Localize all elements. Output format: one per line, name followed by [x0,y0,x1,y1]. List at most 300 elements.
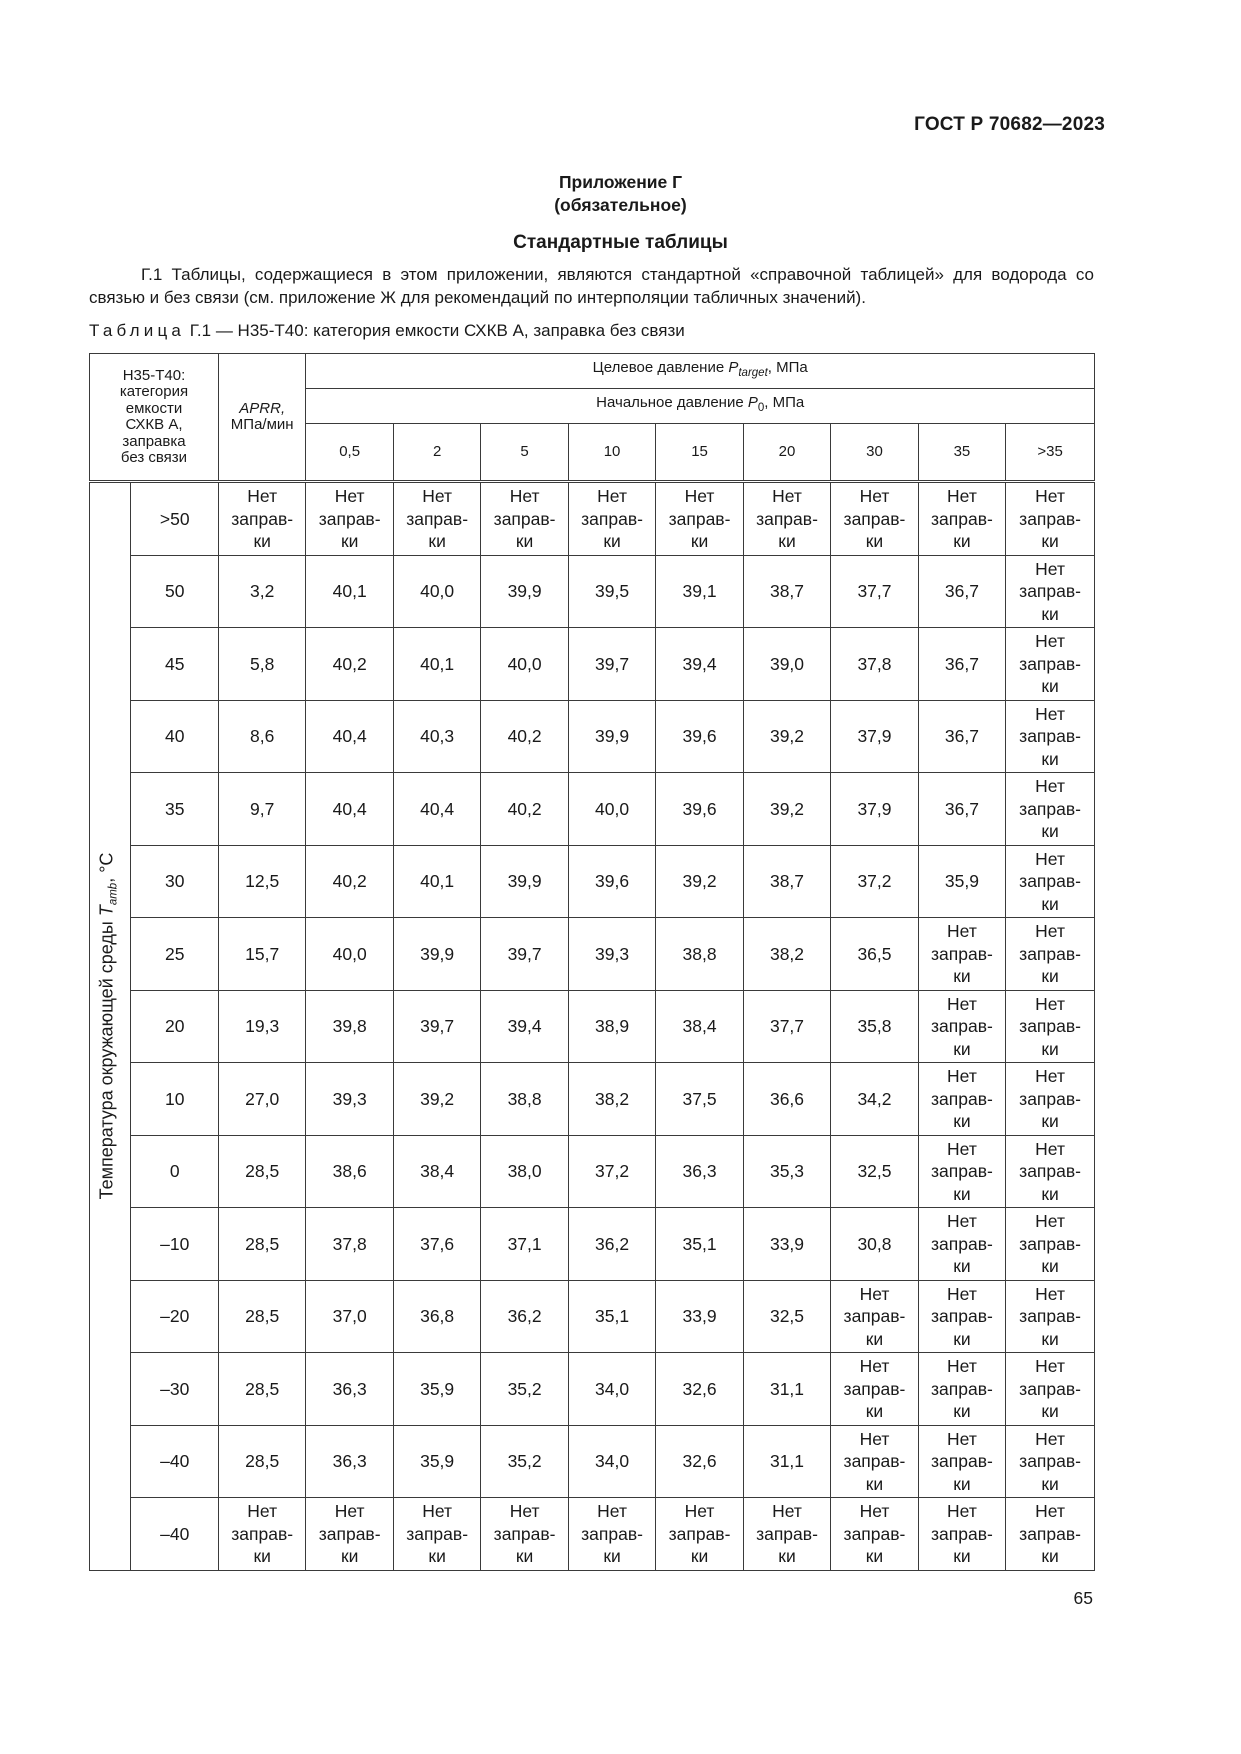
no-fill-cell [481,482,568,556]
no-fill-line: Нет [947,1138,977,1159]
no-fill-line: Нет [422,1501,453,1521]
no-fill-line: заправ- [931,1088,993,1109]
pressure-value-cell: 39,7 [568,628,655,701]
pressure-value-cell: 32,5 [743,1280,830,1353]
aprr-cell: 28,5 [218,1208,305,1281]
no-fill-line: Нет [509,1501,540,1521]
pressure-value-cell: 37,9 [831,773,918,846]
temperature-cell: –40 [131,1425,218,1498]
target-pressure-header [306,354,1095,389]
no-fill-line: ки [1041,966,1059,986]
no-fill-line: Нет [772,1501,802,1521]
no-fill-cell [918,1135,1005,1208]
corner-line: емкости [125,399,183,417]
no-fill-cell [1006,1280,1095,1353]
no-fill-line: Нет [947,993,977,1014]
pressure-value-cell: 35,9 [918,845,1005,918]
no-fill-line: заправ- [581,1523,643,1544]
no-fill-line: ки [340,1546,359,1566]
pressure-column-header: 15 [656,424,743,482]
pressure-value-cell: 35,9 [393,1353,480,1426]
pressure-value-cell: 37,5 [656,1063,743,1136]
no-fill-line: Нет [947,486,977,506]
pressure-value-cell: 40,0 [393,555,480,628]
aprr-cell: 28,5 [218,1353,305,1426]
no-fill-line: Нет [859,1501,890,1521]
no-fill-line: ки [953,1183,971,1204]
pressure-value-cell: 38,4 [656,990,743,1063]
no-fill-line: Нет [947,1428,977,1449]
no-fill-line: заправ- [1019,1016,1081,1036]
no-fill-line: ки [865,1546,884,1566]
no-fill-line: ки [1041,676,1059,696]
no-fill-line: Нет [597,486,627,506]
no-fill-line: заправ- [406,508,469,529]
pressure-value-cell: 31,1 [743,1425,830,1498]
pressure-value-cell: 36,7 [918,628,1005,701]
pressure-value-cell: 36,2 [568,1208,655,1281]
pressure-column-header: 30 [831,424,918,482]
pressure-value-cell: 39,4 [656,628,743,701]
no-fill-line: ки [340,531,359,551]
no-fill-line: Нет [859,486,890,506]
pressure-value-cell: 39,2 [743,773,830,846]
no-fill-line: ки [690,531,709,551]
no-fill-line: Нет [1035,486,1065,506]
pressure-value-cell: 38,4 [393,1135,480,1208]
no-fill-line: ки [1041,603,1059,624]
pressure-value-cell: 36,2 [481,1280,568,1353]
no-fill-line: Нет [1035,1283,1065,1304]
pressure-value-cell: 36,7 [918,700,1005,773]
pressure-value-cell: 39,7 [481,918,568,991]
pressure-value-cell: 37,7 [743,990,830,1063]
no-fill-line: ки [1041,531,1059,551]
pressure-value-cell: 38,8 [481,1063,568,1136]
no-fill-cell [568,1498,655,1571]
no-fill-line: Нет [1035,1138,1065,1159]
pressure-value-cell: 34,0 [568,1353,655,1426]
pressure-value-cell: 39,4 [481,990,568,1063]
table-row [90,1208,1095,1281]
no-fill-line: Нет [1035,848,1065,869]
no-fill-line: заправ- [931,1378,993,1399]
pressure-value-cell: 40,4 [306,700,393,773]
pressure-value-cell: 32,6 [656,1425,743,1498]
no-fill-line: ки [865,531,884,551]
no-fill-line: заправ- [493,508,556,529]
pressure-value-cell: 38,2 [743,918,830,991]
no-fill-line: ки [953,1111,971,1131]
no-fill-line: заправ- [931,1451,993,1471]
no-fill-line: ки [953,1473,971,1494]
table-row [90,1353,1095,1426]
no-fill-line: ки [603,531,621,551]
aprr-cell: 3,2 [218,555,305,628]
table-row [90,482,1095,556]
no-fill-cell [831,482,918,556]
pressure-value-cell: 39,2 [393,1063,480,1136]
no-fill-line: ки [953,531,971,551]
no-fill-line: заправ- [931,1306,993,1326]
no-fill-cell [218,482,305,556]
no-fill-line: ки [953,966,971,986]
no-fill-cell [918,1353,1005,1426]
pressure-column-header: 0,5 [306,424,393,482]
no-fill-line: Нет [334,486,365,506]
pressure-value-cell: 39,6 [656,700,743,773]
table-row [90,1498,1095,1571]
no-fill-cell [831,1353,918,1426]
no-fill-line: ки [515,531,534,551]
pressure-value-cell: 35,9 [393,1425,480,1498]
pressure-column-header: 10 [568,424,655,482]
pressure-value-cell: 39,5 [568,555,655,628]
pressure-value-cell: 37,1 [481,1208,568,1281]
pressure-value-cell: 39,0 [743,628,830,701]
no-fill-line: ки [953,1038,971,1059]
no-fill-cell [1006,1208,1095,1281]
no-fill-line: ки [865,1328,884,1349]
no-fill-line: заправ- [1019,1451,1081,1471]
corner-line: СХКВ А, [125,416,183,433]
aprr-cell: 28,5 [218,1280,305,1353]
pressure-value-cell: 36,5 [831,918,918,991]
no-fill-cell [918,1425,1005,1498]
no-fill-line: Нет [947,1283,977,1304]
initial-pressure-header [306,389,1095,424]
pressure-column-header: >35 [1006,424,1095,482]
initial-label: Начальное давление [596,394,748,412]
no-fill-line: Нет [1035,1211,1065,1231]
no-fill-cell [918,1063,1005,1136]
no-fill-cell [393,1498,480,1571]
pressure-value-cell: 40,1 [393,845,480,918]
no-fill-line: Нет [1035,993,1065,1014]
no-fill-line: Нет [859,1428,890,1449]
table-row [90,1425,1095,1498]
no-fill-line: заправ- [1019,1523,1081,1544]
no-fill-line: ки [953,1401,971,1421]
no-fill-line: ки [428,531,446,551]
aprr-cell: 28,5 [218,1425,305,1498]
pressure-value-cell: 40,2 [306,628,393,701]
no-fill-line: заправ- [581,508,643,529]
pressure-value-cell: 37,2 [831,845,918,918]
temperature-cell: 40 [131,700,218,773]
pressure-value-cell: 38,7 [743,845,830,918]
no-fill-line: Нет [1035,1428,1065,1449]
temperature-cell: 0 [131,1135,218,1208]
no-fill-line: заправ- [1019,1088,1081,1109]
temperature-cell: –10 [131,1208,218,1281]
aprr-cell: 27,0 [218,1063,305,1136]
pressure-value-cell: 35,2 [481,1353,568,1426]
annex-status: (обязательное) [554,195,687,215]
temperature-axis-label [95,853,125,1200]
no-fill-line: Нет [1035,776,1065,796]
no-fill-line: заправ- [1019,1378,1081,1399]
no-fill-line: заправ- [1019,1233,1081,1254]
no-fill-line: Нет [422,486,453,506]
pressure-value-cell: 40,2 [481,700,568,773]
temperature-cell: 20 [131,990,218,1063]
pressure-value-cell: 38,7 [743,555,830,628]
no-fill-line: заправ- [1019,943,1081,964]
table-caption-text: Г.1 — Н35-Т40: категория емкости СХКВ А, заправка без связи [189,321,685,340]
pressure-value-cell: 39,6 [656,773,743,846]
no-fill-line: заправ- [843,1451,906,1471]
corner-cell [90,354,219,482]
no-fill-cell [743,482,830,556]
no-fill-line: Нет [947,921,977,941]
aprr-header-cell [218,354,305,482]
no-fill-line: Нет [1035,631,1065,651]
no-fill-cell [1006,628,1095,701]
no-fill-cell [918,1280,1005,1353]
no-fill-line: заправ- [1019,581,1081,601]
no-fill-line: заправ- [843,1378,906,1399]
pressure-value-cell: 37,6 [393,1208,480,1281]
pressure-value-cell: 39,6 [568,845,655,918]
pressure-value-cell: 39,8 [306,990,393,1063]
temperature-cell: 25 [131,918,218,991]
no-fill-line: заправ- [1019,1161,1081,1181]
pressure-value-cell: 40,4 [393,773,480,846]
temperature-axis-cell [90,482,131,1571]
pressure-value-cell: 38,0 [481,1135,568,1208]
no-fill-line: заправ- [1019,1306,1081,1326]
no-fill-line: заправ- [1019,653,1081,674]
pressure-column-header: 5 [481,424,568,482]
no-fill-cell [218,1498,305,1571]
no-fill-line: заправ- [1019,871,1081,891]
no-fill-line: заправ- [931,1161,993,1181]
pressure-value-cell: 38,6 [306,1135,393,1208]
corner-line: без связи [120,449,188,466]
pressure-column-header: 20 [743,424,830,482]
table-row [90,1280,1095,1353]
temperature-cell: 50 [131,555,218,628]
no-fill-line: ки [1041,1256,1059,1276]
pressure-value-cell: 36,6 [743,1063,830,1136]
no-fill-cell [918,1498,1005,1571]
no-fill-line: Нет [859,1356,890,1376]
no-fill-line: заправ- [931,1016,993,1036]
section-title: Стандартные таблицы [513,232,728,253]
no-fill-line: ки [865,1473,884,1494]
pressure-value-cell: 37,0 [306,1280,393,1353]
temp-axis-unit: , °C [96,852,117,884]
pressure-value-cell: 39,2 [743,700,830,773]
no-fill-line: ки [1041,748,1059,769]
no-fill-line: заправ- [493,1523,556,1544]
no-fill-line: заправ- [668,508,731,529]
temp-axis-symbol: T [96,905,117,917]
aprr-cell: 9,7 [218,773,305,846]
no-fill-line: ки [515,1546,534,1566]
table-row [90,628,1095,701]
no-fill-cell [1006,1063,1095,1136]
pressure-value-cell: 39,7 [393,990,480,1063]
no-fill-line: заправ- [931,1233,993,1254]
initial-unit: , МПа [764,394,805,412]
temp-axis-subscript: amb [107,883,120,906]
no-fill-line: ки [603,1546,621,1566]
temperature-cell: 10 [131,1063,218,1136]
no-fill-line: Нет [859,1283,890,1304]
pressure-column-header: 35 [918,424,1005,482]
table-row [90,700,1095,773]
corner-label [90,368,218,467]
target-subscript: target [738,367,768,380]
no-fill-line: Нет [247,1501,278,1521]
aprr-cell: 28,5 [218,1135,305,1208]
corner-line: заправка [122,432,186,450]
pressure-value-cell: 34,0 [568,1425,655,1498]
no-fill-cell [1006,1353,1095,1426]
no-fill-line: заправ- [843,1306,906,1326]
no-fill-line: ки [1041,821,1059,841]
no-fill-line: ки [690,1546,709,1566]
pressure-value-cell: 37,2 [568,1135,655,1208]
pressure-value-cell: 40,1 [306,555,393,628]
document-code: ГОСТ Р 70682—2023 [914,114,1105,135]
pressure-value-cell: 37,8 [306,1208,393,1281]
no-fill-cell [1006,1425,1095,1498]
initial-symbol: P [747,394,758,412]
aprr-cell: 12,5 [218,845,305,918]
pressure-value-cell: 36,3 [306,1425,393,1498]
no-fill-line: ки [253,1546,271,1566]
no-fill-line: Нет [1035,1066,1065,1086]
no-fill-line: ки [1041,893,1059,914]
no-fill-line: ки [1041,1401,1059,1421]
no-fill-cell [393,482,480,556]
no-fill-line: ки [1041,1183,1059,1204]
no-fill-cell [1006,1498,1095,1571]
pressure-value-cell: 39,9 [568,700,655,773]
aprr-unit: МПа/мин [230,416,294,433]
pressure-value-cell: 39,3 [568,918,655,991]
no-fill-line: ки [953,1546,971,1566]
pressure-value-cell: 38,2 [568,1063,655,1136]
pressure-value-cell: 39,3 [306,1063,393,1136]
corner-line: категория [119,383,189,400]
pressure-value-cell: 34,2 [831,1063,918,1136]
page-number: 65 [1073,1588,1093,1608]
no-fill-line: Нет [1035,1356,1065,1376]
annex-heading [0,171,1241,217]
no-fill-cell [1006,918,1095,991]
no-fill-line: заправ- [231,1523,294,1544]
pressure-value-cell: 40,4 [306,773,393,846]
pressure-column-header: 2 [393,424,480,482]
no-fill-line: Нет [509,486,540,506]
table-row [90,918,1095,991]
no-fill-line: Нет [597,1501,627,1521]
pressure-value-cell: 36,7 [918,555,1005,628]
pressure-value-cell: 39,1 [656,555,743,628]
no-fill-cell [306,1498,393,1571]
aprr-cell: 8,6 [218,700,305,773]
no-fill-line: ки [1041,1546,1059,1566]
table-row [90,845,1095,918]
no-fill-line: Нет [247,486,278,506]
no-fill-line: заправ- [1019,508,1081,529]
no-fill-line: Нет [772,486,802,506]
no-fill-cell [568,482,655,556]
no-fill-line: ки [865,1401,884,1421]
header-row-target [90,354,1095,389]
aprr-cell: 19,3 [218,990,305,1063]
refueling-table [89,353,1095,1571]
target-symbol: P [728,359,739,377]
table-row [90,1135,1095,1208]
no-fill-cell [918,990,1005,1063]
table-caption [89,321,685,341]
no-fill-line: Нет [947,1356,977,1376]
pressure-value-cell: 40,2 [481,773,568,846]
no-fill-line: ки [778,531,796,551]
table-row [90,1063,1095,1136]
table-caption-label: Таблица [89,321,186,340]
table-row [90,773,1095,846]
pressure-value-cell: 40,0 [306,918,393,991]
no-fill-line: заправ- [843,1523,906,1544]
no-fill-line: ки [1041,1038,1059,1059]
pressure-value-cell: 37,9 [831,700,918,773]
temperature-cell: –20 [131,1280,218,1353]
no-fill-line: Нет [947,1066,977,1086]
temperature-cell: >50 [131,482,218,556]
pressure-value-cell: 36,8 [393,1280,480,1353]
no-fill-line: заправ- [931,943,993,964]
pressure-value-cell: 35,8 [831,990,918,1063]
no-fill-line: заправ- [931,508,993,529]
pressure-value-cell: 40,1 [393,628,480,701]
pressure-value-cell: 30,8 [831,1208,918,1281]
pressure-value-cell: 38,9 [568,990,655,1063]
no-fill-cell [1006,845,1095,918]
pressure-value-cell: 32,6 [656,1353,743,1426]
temperature-cell: 30 [131,845,218,918]
no-fill-line: ки [778,1546,796,1566]
no-fill-line: заправ- [318,1523,381,1544]
initial-subscript: 0 [757,402,765,415]
temp-axis-text: Температура окружающей среды [96,916,117,1200]
pressure-value-cell: 39,9 [481,845,568,918]
no-fill-cell [1006,555,1095,628]
no-fill-line: ки [253,531,271,551]
no-fill-cell [656,482,743,556]
pressure-value-cell: 35,1 [568,1280,655,1353]
no-fill-line: Нет [947,1501,977,1521]
no-fill-line: ки [953,1256,971,1276]
no-fill-line: ки [1041,1111,1059,1131]
no-fill-cell [831,1280,918,1353]
temperature-cell: 45 [131,628,218,701]
target-label: Целевое давление [592,359,729,377]
pressure-value-cell: 36,3 [306,1353,393,1426]
pressure-value-cell: 32,5 [831,1135,918,1208]
pressure-value-cell: 37,7 [831,555,918,628]
no-fill-cell [481,1498,568,1571]
no-fill-cell [831,1498,918,1571]
no-fill-cell [918,918,1005,991]
temperature-cell: –40 [131,1498,218,1571]
pressure-value-cell: 35,3 [743,1135,830,1208]
